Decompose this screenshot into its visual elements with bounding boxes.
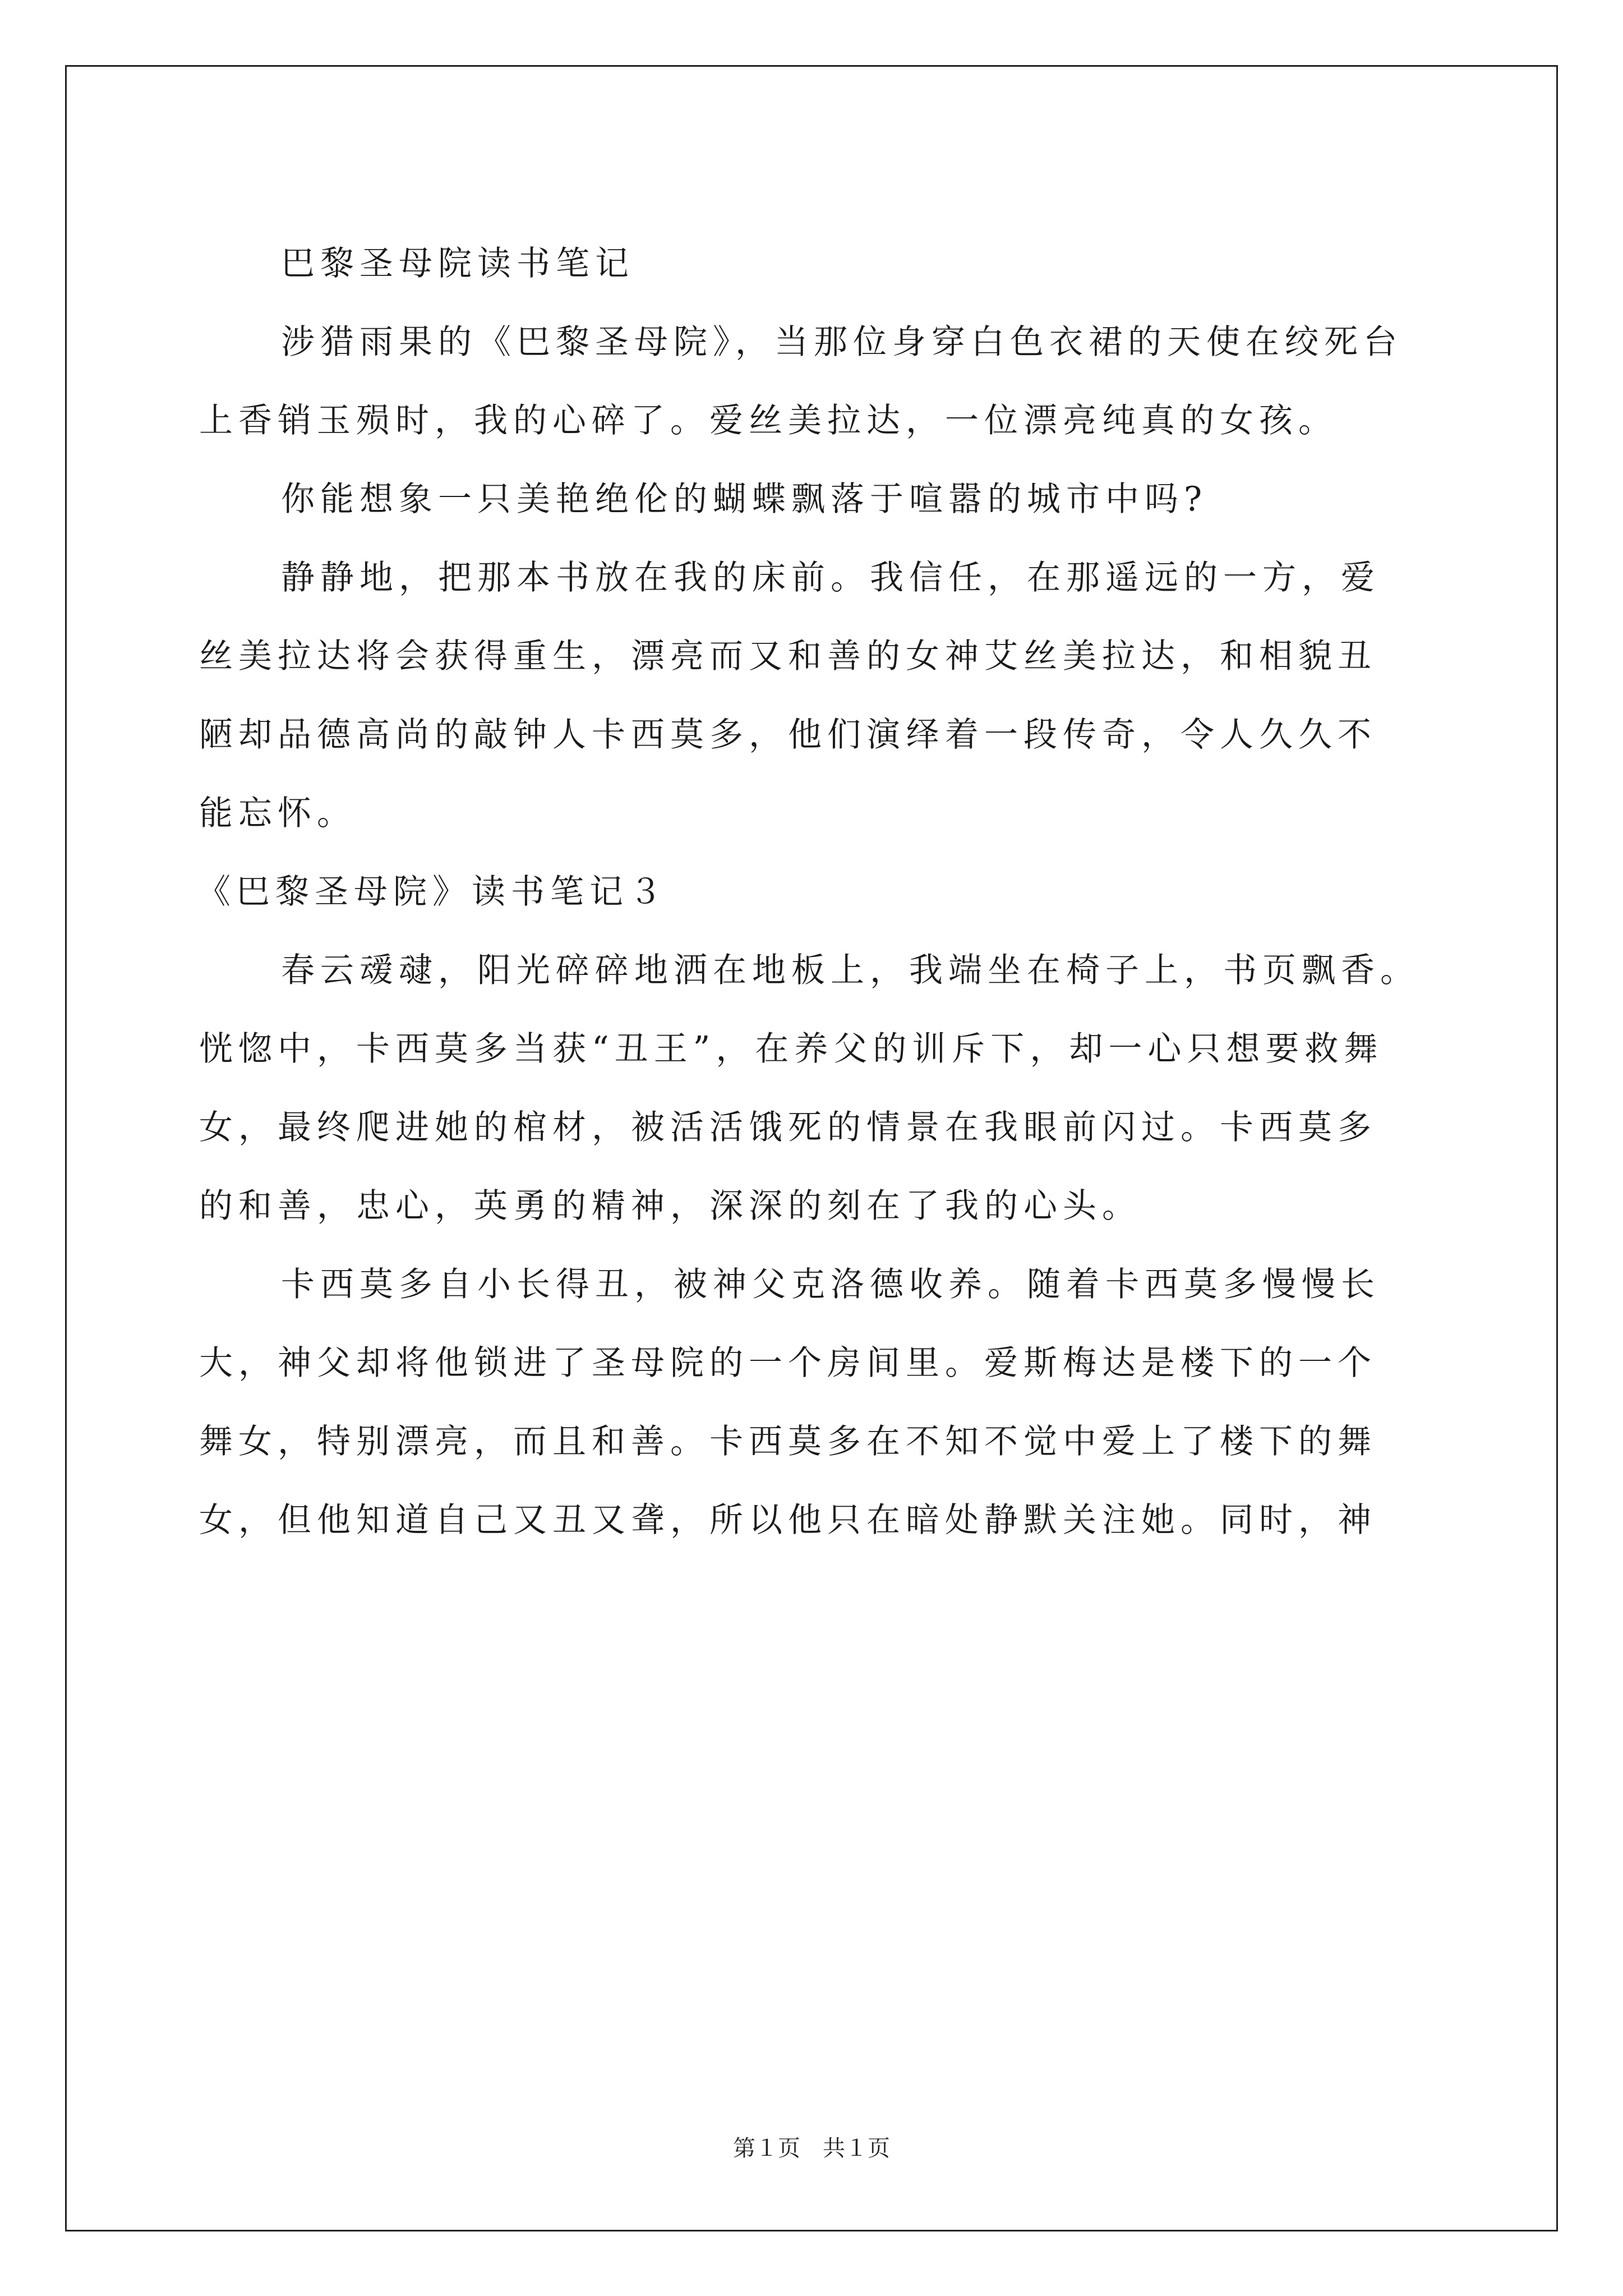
text-line: 女，最终爬进她的棺材，被活活饿死的情景在我眼前闪过。卡西莫多 <box>199 1108 1377 1147</box>
document-body <box>199 224 1433 1559</box>
text-line: 大，神父却将他锁进了圣母院的一个房间里。爱斯梅达是楼下的一个 <box>199 1343 1377 1383</box>
text-line: 静静地，把那本书放在我的床前。我信任，在那遥远的一方，爱 <box>281 558 1380 597</box>
section-heading: 《巴黎圣母院》读书笔记３ <box>197 872 668 912</box>
text-line: 能忘怀。 <box>199 794 356 833</box>
title-line: 巴黎圣母院读书笔记 <box>281 244 634 283</box>
page-number-footer: 第１页 共１页 <box>733 2136 890 2161</box>
text-line: 丝美拉达将会获得重生，漂亮而又和善的女神艾丝美拉达，和相貌丑 <box>199 637 1377 676</box>
text-line: 女，但他知道自己又丑又聋，所以他只在暗处静默关注她。同时，神 <box>199 1501 1377 1540</box>
text-line: 恍惚中，卡西莫多当获“丑王”，在养父的训斥下，却一心只想要救舞 <box>199 1029 1384 1069</box>
text-line: 卡西莫多自小长得丑，被神父克洛德收养。随着卡西莫多慢慢长 <box>281 1265 1380 1304</box>
text-line: 涉猎雨果的《巴黎圣母院》，当那位身穿白色衣裙的天使在绞死台 <box>281 323 1403 362</box>
text-line: 你能想象一只美艳绝伦的蝴蝶飘落于喧嚣的城市中吗? <box>281 480 1208 519</box>
text-line: 上香销玉殒时，我的心碎了。爱丝美拉达，一位漂亮纯真的女孩。 <box>199 401 1338 440</box>
text-line: 春云叆叇，阳光碎碎地洒在地板上，我端坐在椅子上，书页飘香。 <box>281 951 1419 990</box>
text-line: 舞女，特别漂亮，而且和善。卡西莫多在不知不觉中爱上了楼下的舞 <box>199 1422 1377 1461</box>
text-line: 陋却品德高尚的敲钟人卡西莫多，他们演绎着一段传奇，令人久久不 <box>199 715 1377 754</box>
text-line: 的和善，忠心，英勇的精神，深深的刻在了我的心头。 <box>199 1186 1141 1226</box>
